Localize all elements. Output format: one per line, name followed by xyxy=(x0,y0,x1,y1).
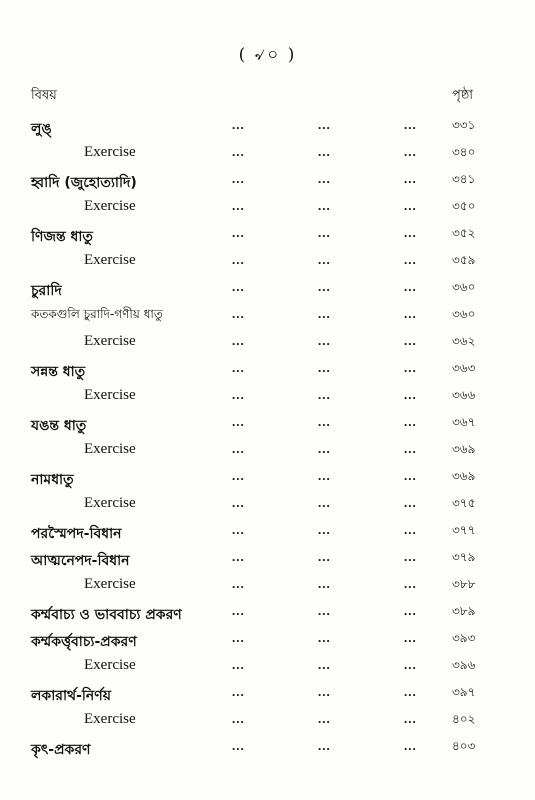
dot-leader: ... xyxy=(318,360,331,375)
chapter-title: লুঙ্ xyxy=(31,121,52,137)
chapter-title: কর্ম্মবাচ্য ও ভাববাচ্য প্রকরণ xyxy=(31,607,182,623)
chapter-title: নামধাতু xyxy=(31,472,74,488)
page-number: ৪০৩ xyxy=(452,739,476,753)
dot-leader: ... xyxy=(404,711,417,726)
toc-exercise-row xyxy=(0,495,535,515)
page-number: ৩৫২ xyxy=(452,226,476,240)
page-number: ৩৫০ xyxy=(452,199,476,213)
toc-entry-row xyxy=(0,360,535,380)
dot-leader: ... xyxy=(232,360,245,375)
dot-leader: ... xyxy=(404,441,417,456)
page-number: ৩৬৯ xyxy=(452,442,476,456)
toc-exercise-row xyxy=(0,252,535,272)
dot-leader: ... xyxy=(232,549,245,564)
exercise-label: Exercise xyxy=(84,144,136,160)
toc-entry-row xyxy=(0,225,535,245)
dot-leader: ... xyxy=(318,171,331,186)
toc-entry-row xyxy=(0,279,535,299)
page-number: ৩৬০ xyxy=(452,307,476,321)
dot-leader: ... xyxy=(318,306,331,321)
chapter-title: চুরাদি xyxy=(31,283,62,299)
chapter-title: কৃৎ-প্রকরণ xyxy=(31,742,91,758)
toc-exercise-row xyxy=(0,441,535,461)
dot-leader: ... xyxy=(404,306,417,321)
dot-leader: ... xyxy=(318,684,331,699)
toc-exercise-row xyxy=(0,144,535,164)
dot-leader: ... xyxy=(404,495,417,510)
dot-leader: ... xyxy=(404,225,417,240)
dot-leader: ... xyxy=(232,495,245,510)
page-number: ৩৪১ xyxy=(452,172,476,186)
exercise-label: Exercise xyxy=(84,576,136,592)
page-number: ৩৬৭ xyxy=(452,415,476,429)
dot-leader: ... xyxy=(318,279,331,294)
dot-leader: ... xyxy=(404,576,417,591)
toc-entry-row xyxy=(0,549,535,569)
exercise-label: Exercise xyxy=(84,198,136,214)
page-number: ৩৬২ xyxy=(452,334,476,348)
page-number: ৩৮৮ xyxy=(452,577,476,591)
page-number: ৩৭৭ xyxy=(452,523,476,537)
exercise-label: Exercise xyxy=(84,657,136,673)
dot-leader: ... xyxy=(232,738,245,753)
toc-entry-row xyxy=(0,414,535,434)
dot-leader: ... xyxy=(232,144,245,159)
page-number: ৩৭৯ xyxy=(452,550,476,564)
dot-leader: ... xyxy=(404,630,417,645)
toc-exercise-row xyxy=(0,576,535,596)
exercise-label: Exercise xyxy=(84,495,136,511)
page-number: ৩৯৩ xyxy=(452,631,476,645)
dot-leader: ... xyxy=(318,603,331,618)
dot-leader: ... xyxy=(404,387,417,402)
dot-leader: ... xyxy=(404,198,417,213)
toc-exercise-row xyxy=(0,387,535,407)
subject-column-header: বিষয় xyxy=(31,88,57,103)
toc-entry-row xyxy=(0,684,535,704)
dot-leader: ... xyxy=(232,522,245,537)
page-number: ৩৮৯ xyxy=(452,604,476,618)
toc-exercise-row xyxy=(0,657,535,677)
dot-leader: ... xyxy=(404,657,417,672)
dot-leader: ... xyxy=(404,549,417,564)
chapter-title: কতকগুলি চুরাদি-গণীয় ধাতু xyxy=(31,307,163,321)
dot-leader: ... xyxy=(318,333,331,348)
dot-leader: ... xyxy=(404,252,417,267)
exercise-label: Exercise xyxy=(84,711,136,727)
chapter-title: লকারার্থ-নির্ণয় xyxy=(31,688,111,704)
dot-leader: ... xyxy=(232,279,245,294)
page-column-header: পৃষ্ঠা xyxy=(452,88,474,103)
dot-leader: ... xyxy=(232,468,245,483)
dot-leader: ... xyxy=(232,225,245,240)
dot-leader: ... xyxy=(404,171,417,186)
dot-leader: ... xyxy=(404,468,417,483)
dot-leader: ... xyxy=(232,603,245,618)
page-number: ৩৯৬ xyxy=(452,658,476,672)
dot-leader: ... xyxy=(318,549,331,564)
page-number: ৩৭৫ xyxy=(452,496,476,510)
dot-leader: ... xyxy=(232,441,245,456)
page-number: ৩৬৩ xyxy=(452,361,476,375)
dot-leader: ... xyxy=(318,144,331,159)
dot-leader: ... xyxy=(404,117,417,132)
dot-leader: ... xyxy=(318,117,331,132)
toc-entry-row xyxy=(0,522,535,542)
dot-leader: ... xyxy=(232,576,245,591)
dot-leader: ... xyxy=(318,468,331,483)
dot-leader: ... xyxy=(232,630,245,645)
dot-leader: ... xyxy=(318,630,331,645)
toc-exercise-row xyxy=(0,711,535,731)
dot-leader: ... xyxy=(404,360,417,375)
exercise-label: Exercise xyxy=(84,252,136,268)
dot-leader: ... xyxy=(318,495,331,510)
dot-leader: ... xyxy=(318,414,331,429)
dot-leader: ... xyxy=(318,738,331,753)
chapter-title: ণিজন্ত ধাতু xyxy=(31,229,93,245)
toc-entry-row xyxy=(0,468,535,488)
chapter-title: পরস্মৈপদ-বিধান xyxy=(31,526,122,542)
exercise-label: Exercise xyxy=(84,441,136,457)
exercise-label: Exercise xyxy=(84,333,136,349)
page-number: ৩৬৯ xyxy=(452,469,476,483)
toc-exercise-row xyxy=(0,198,535,218)
page-number: ৩৬৬ xyxy=(452,388,476,402)
chapter-title: সন্নন্ত ধাতু xyxy=(31,364,86,380)
dot-leader: ... xyxy=(232,306,245,321)
page-number: ৩৬০ xyxy=(452,280,476,294)
dot-leader: ... xyxy=(404,603,417,618)
dot-leader: ... xyxy=(318,711,331,726)
dot-leader: ... xyxy=(404,279,417,294)
dot-leader: ... xyxy=(232,711,245,726)
dot-leader: ... xyxy=(232,684,245,699)
page-number: ৪০২ xyxy=(452,712,476,726)
toc-entry-row xyxy=(0,117,535,137)
dot-leader: ... xyxy=(318,225,331,240)
dot-leader: ... xyxy=(232,657,245,672)
dot-leader: ... xyxy=(318,441,331,456)
exercise-label: Exercise xyxy=(84,387,136,403)
page-number: ৩৩১ xyxy=(452,118,476,132)
toc-exercise-row xyxy=(0,333,535,353)
toc-entry-row xyxy=(0,603,535,623)
toc-entry-row xyxy=(0,738,535,758)
dot-leader: ... xyxy=(232,117,245,132)
dot-leader: ... xyxy=(404,414,417,429)
dot-leader: ... xyxy=(318,387,331,402)
dot-leader: ... xyxy=(232,171,245,186)
dot-leader: ... xyxy=(404,333,417,348)
page-number: ৩৯৭ xyxy=(452,685,476,699)
toc-entry-row xyxy=(0,630,535,650)
chapter-title: যঙন্ত ধাতু xyxy=(31,418,87,434)
dot-leader: ... xyxy=(318,522,331,537)
toc-entry-row xyxy=(0,171,535,191)
dot-leader: ... xyxy=(232,414,245,429)
dot-leader: ... xyxy=(404,684,417,699)
dot-leader: ... xyxy=(232,198,245,213)
dot-leader: ... xyxy=(232,387,245,402)
page-number: ৩৫৯ xyxy=(452,253,476,267)
toc-entry-row xyxy=(0,306,535,326)
dot-leader: ... xyxy=(232,252,245,267)
chapter-title: কর্ম্মকর্ত্তৃবাচ্য-প্রকরণ xyxy=(31,634,137,650)
chapter-title: আত্মনেপদ-বিধান xyxy=(31,553,130,569)
page-number: ৩৪০ xyxy=(452,145,476,159)
dot-leader: ... xyxy=(318,252,331,267)
dot-leader: ... xyxy=(318,657,331,672)
dot-leader: ... xyxy=(318,198,331,213)
chapter-title: হ্বাদি (জুহোত্যাদি) xyxy=(31,175,137,191)
dot-leader: ... xyxy=(404,738,417,753)
dot-leader: ... xyxy=(404,522,417,537)
dot-leader: ... xyxy=(232,333,245,348)
dot-leader: ... xyxy=(404,144,417,159)
page-number-mark: ( ৵০ ) xyxy=(238,45,297,65)
dot-leader: ... xyxy=(318,576,331,591)
